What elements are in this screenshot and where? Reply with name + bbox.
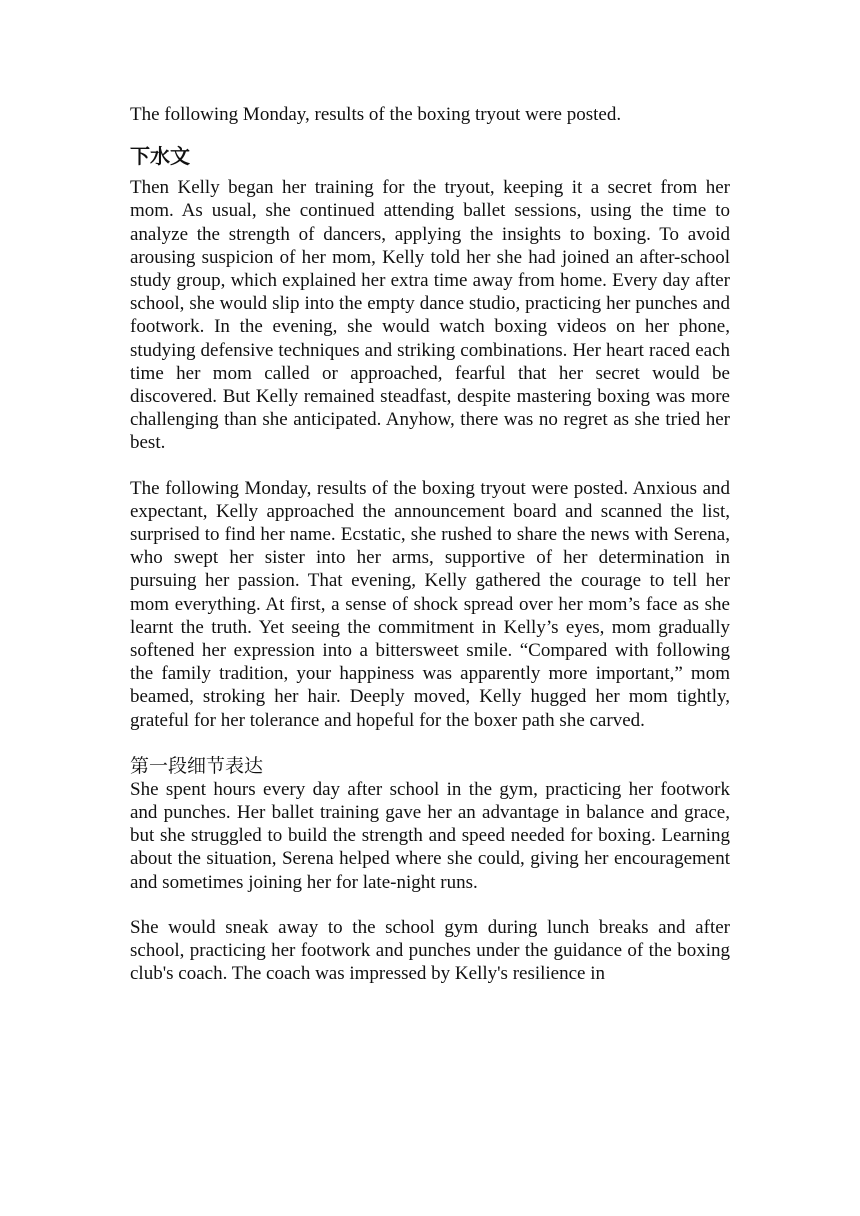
paragraph-2: The following Monday, results of the boxing tryout were posted. Anxious and expectant, Kelly approached the announcement board and scanned the list, surprised to find her name. Ecstatic, she rushed to share the news with Serena, who swept her sister into her arms, supportive of her determination in pursuing her passion. That evening, Kelly gathered the courage to tell her mom everything. At first, a sense of shock spread over her mom’s face as she learnt the truth. Yet seeing the commitment in Kelly’s eyes, mom gradually softened her expression into a bittersweet smile. “Compared with following the family tradition, your happiness was apparently more important,” mom beamed, stroking her hair. Deeply moved, Kelly hugged her mom tightly, grateful for her tolerance and hopeful for the boxer path she carved.: [130, 477, 730, 731]
paragraph-4: She would sneak away to the school gym during lunch breaks and after school, practicing her footwork and punches under the guidance of the boxing club's coach. The coach was impressed by Kelly's resilience in: [130, 916, 730, 985]
sub-heading: 第一段细节表达: [130, 755, 264, 777]
paragraph-1: Then Kelly began her training for the tryout, keeping it a secret from her mom. As usual, she continued attending ballet sessions, using the time to analyze the strength of dancers, applying the insights to boxing. To avoid arousing suspicion of her mom, Kelly told her she had joined an after-school study group, which explained her extra time away from home. Every day after school, she would slip into the empty dance studio, practicing her punches and footwork. In the evening, she would watch boxing videos on her phone, studying defensive techniques and striking combinations. Her heart raced each time her mom called or approached, fearful that her secret would be discovered. But Kelly remained steadfast, despite mastering boxing was more challenging than she anticipated. Anyhow, there was no regret as she tried her best.: [130, 177, 730, 454]
section-heading: 下水文: [130, 144, 190, 169]
paragraph-3: She spent hours every day after school in the gym, practicing her footwork and punches. Her ballet training gave her an advantage in balance and grace, but she struggled to build the strength and speed needed for boxing. Learning about the situation, Serena helped where she could, giving her encouragement and sometimes joining her for late-night runs.: [130, 778, 730, 893]
intro-line: The following Monday, results of the boxing tryout were posted.: [130, 104, 622, 125]
document-page: [130, 103, 730, 986]
